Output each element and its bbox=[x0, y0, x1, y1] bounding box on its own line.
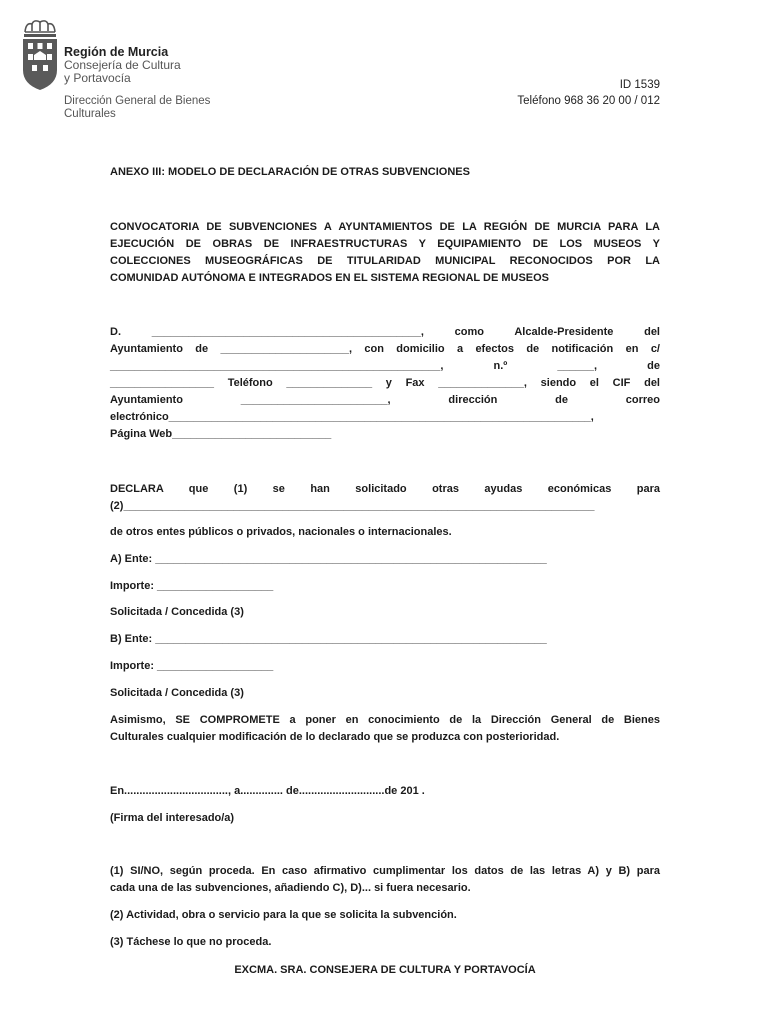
org-line-2: Consejería de Cultura bbox=[64, 58, 181, 72]
ente-b-field: B) Ente: ________________________________________________________________ bbox=[110, 633, 547, 645]
contact-info bbox=[517, 77, 660, 109]
note-1-line-2: cada una de las subvenciones, añadiendo C), D)... si fuera necesario. bbox=[110, 882, 471, 894]
importe-a-field: Importe: ___________________ bbox=[110, 580, 274, 592]
declarant-line-4: _________________ Teléfono ______________ y Fax ______________, siendo el CIF del bbox=[110, 377, 660, 389]
declara-line-2: (2)_____________________________________________________________________________ bbox=[110, 500, 595, 512]
compromete-line-1: Asimismo, SE COMPROMETE a poner en conocimiento de la Dirección General de Bienes bbox=[110, 714, 660, 726]
signature-label: (Firma del interesado/a) bbox=[110, 812, 235, 824]
declarant-line-3: ______________________________________________________, n.º ______, de bbox=[110, 360, 660, 372]
compromete-line-2: Culturales cualquier modificación de lo declarado que se produzca con posterioridad. bbox=[110, 731, 560, 743]
annex-title: ANEXO III: MODELO DE DECLARACIÓN DE OTRAS SUBVENCIONES bbox=[110, 166, 470, 178]
note-1-line-1: (1) SI/NO, según proceda. En caso afirmativo cumplimentar los datos de las letras A) y B) para bbox=[110, 865, 660, 877]
ente-a-field: A) Ente: ________________________________________________________________ bbox=[110, 553, 547, 565]
declarant-line-7: Página Web__________________________ bbox=[110, 428, 332, 440]
org-line-3: y Portavocía bbox=[64, 71, 131, 85]
declarant-line-5: Ayuntamiento ________________________, dirección de correo bbox=[110, 394, 660, 406]
note-3: (3) Táchese lo que no proceda. bbox=[110, 936, 272, 948]
declara-line-1: DECLARA que (1) se han solicitado otras ayudas económicas para bbox=[110, 483, 660, 495]
place-date-line: En.................................., a.............. de............................de 201 . bbox=[110, 785, 425, 797]
document-id: ID 1539 bbox=[619, 79, 660, 91]
dept-line-1: Dirección General de Bienes bbox=[64, 95, 211, 107]
convocatoria-line-2: EJECUCIÓN DE OBRAS DE INFRAESTRUCTURAS Y EQUIPAMIENTO DE LOS MUSEOS Y bbox=[110, 238, 660, 250]
department-name bbox=[64, 95, 210, 121]
entities-text: de otros entes públicos o privados, nacionales o internacionales. bbox=[110, 526, 452, 538]
phone-number: Teléfono 968 36 20 00 / 012 bbox=[517, 95, 660, 107]
coat-of-arms-icon bbox=[20, 18, 60, 98]
org-name: Región de Murcia bbox=[64, 45, 169, 59]
declarant-line-2: Ayuntamiento de _____________________, con domicilio a efectos de notificación en c/ bbox=[110, 343, 660, 355]
estado-b-text: Solicitada / Concedida (3) bbox=[110, 687, 244, 699]
convocatoria-line-1: CONVOCATORIA DE SUBVENCIONES A AYUNTAMIENTOS DE LA REGIÓN DE MURCIA PARA LA bbox=[110, 221, 660, 233]
estado-a-text: Solicitada / Concedida (3) bbox=[110, 606, 244, 618]
declarant-line-1: D. ____________________________________________, como Alcalde-Presidente del bbox=[110, 326, 660, 338]
addressee: EXCMA. SRA. CONSEJERA DE CULTURA Y PORTAVOCÍA bbox=[234, 964, 536, 976]
dept-line-2: Culturales bbox=[64, 108, 116, 120]
declarant-line-6: electrónico_____________________________________________________________________, bbox=[110, 411, 594, 423]
convocatoria-line-3: COLECCIONES MUSEOGRÁFICAS DE TITULARIDAD MUNICIPAL RECONOCIDOS POR LA bbox=[110, 255, 660, 267]
note-2: (2) Actividad, obra o servicio para la que se solicita la subvención. bbox=[110, 909, 457, 921]
importe-b-field: Importe: ___________________ bbox=[110, 660, 274, 672]
convocatoria-line-4: COMUNIDAD AUTÓNOMA E INTEGRADOS EN EL SISTEMA REGIONAL DE MUSEOS bbox=[110, 272, 550, 284]
organization-name bbox=[64, 46, 181, 85]
